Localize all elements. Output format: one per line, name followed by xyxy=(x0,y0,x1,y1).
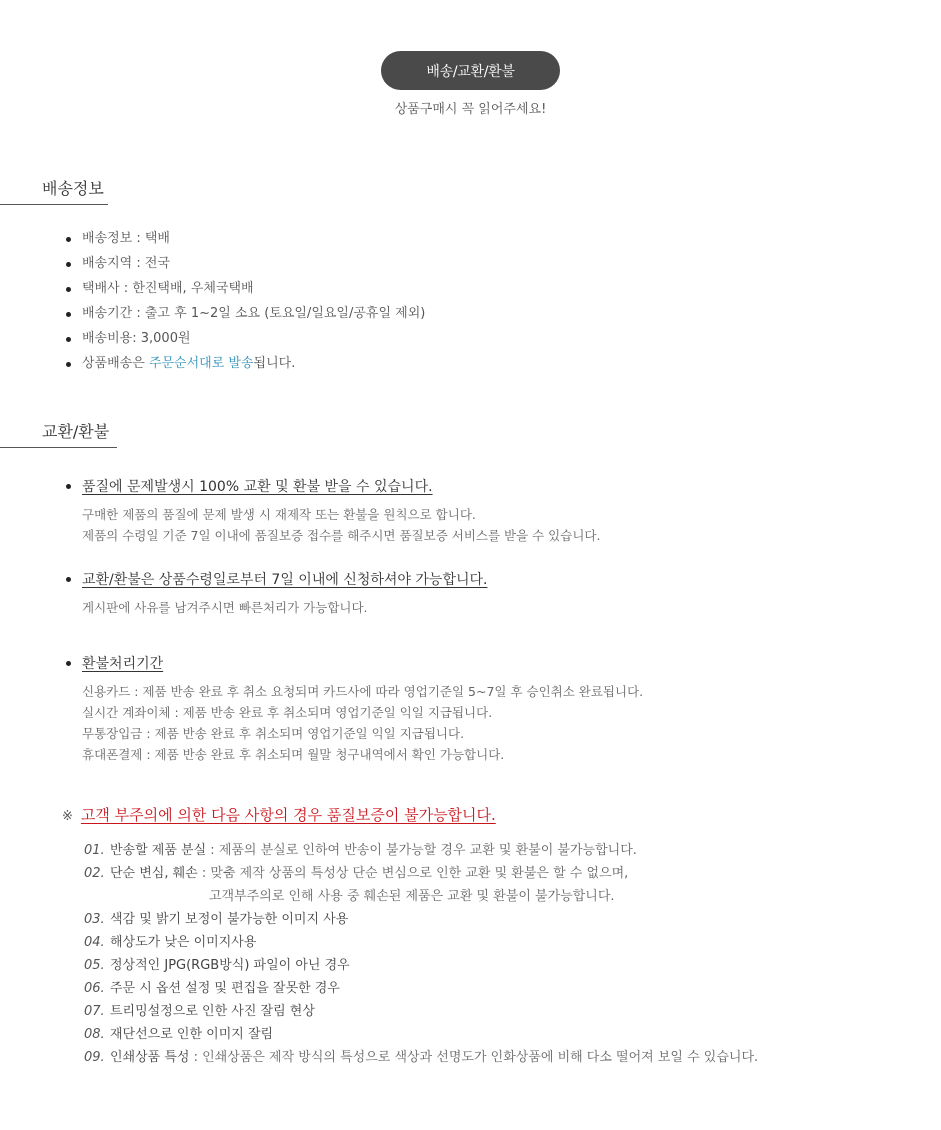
exchange-block-quality xyxy=(62,476,922,546)
list-item xyxy=(84,908,758,931)
section-title: 배송정보 xyxy=(42,179,104,198)
item-number: 04. xyxy=(84,935,105,950)
body-line: 휴대폰결제 : 제품 반송 완료 후 취소되며 월말 청구내역에서 확인 가능합니다. xyxy=(82,747,505,762)
list-item-prefix: 상품배송은 xyxy=(82,356,149,371)
block-title xyxy=(62,569,922,589)
item-label: 색감 및 밝기 보정이 불가능한 이미지 사용 xyxy=(110,912,349,927)
item-number: 09. xyxy=(84,1050,105,1065)
section-divider xyxy=(0,447,117,448)
item-number: 03. xyxy=(84,912,105,927)
item-label: 재단선으로 인한 이미지 잘림 xyxy=(110,1027,274,1042)
highlight-text: 주문순서대로 발송 xyxy=(148,356,254,371)
list-item-suffix: 됩니다. xyxy=(253,356,296,371)
list-item xyxy=(84,839,758,862)
list-item: 배송지역 : 전국 xyxy=(62,251,425,276)
item-label: 반송할 제품 분실 xyxy=(110,843,207,858)
list-item xyxy=(84,1000,758,1023)
block-title xyxy=(62,653,922,673)
page-badge: 배송/교환/환불 xyxy=(381,51,560,90)
block-title-text: 교환/환불은 상품수령일로부터 7일 이내에 신청하셔야 가능합니다. xyxy=(82,572,488,588)
item-number: 07. xyxy=(84,1004,105,1019)
item-desc: : 맞춤 제작 상품의 특성상 단순 변심으로 인한 교환 및 환불은 할 수 없으며, xyxy=(197,866,629,881)
item-label: 주문 시 옵션 설정 및 편집을 잘못한 경우 xyxy=(110,981,340,996)
body-line: 구매한 제품의 품질에 문제 발생 시 재제작 또는 환불을 원칙으로 합니다. xyxy=(82,507,476,522)
item-number: 02. xyxy=(84,866,105,881)
list-item xyxy=(84,1046,758,1069)
page-subtitle: 상품구매시 꼭 읽어주세요! xyxy=(394,102,547,117)
item-desc: : 인쇄상품은 제작 방식의 특성으로 색상과 선명도가 인화상품에 비해 다소 떨어져 보일 수 있습니다. xyxy=(189,1050,759,1065)
list-item xyxy=(84,1023,758,1046)
shipping-list xyxy=(62,226,425,376)
block-body xyxy=(62,504,922,546)
section-title: 교환/환불 xyxy=(42,422,110,441)
block-body xyxy=(62,597,922,618)
warning-title: 고객 부주의에 의한 다음 사항의 경우 품질보증이 불가능합니다. xyxy=(80,806,496,824)
item-number: 08. xyxy=(84,1027,105,1042)
item-number: 05. xyxy=(84,958,105,973)
list-item: 택배사 : 한진택배, 우체국택배 xyxy=(62,276,425,301)
section-heading-exchange xyxy=(0,419,109,448)
item-label: 해상도가 낮은 이미지사용 xyxy=(110,935,257,950)
block-title-text: 환불처리기간 xyxy=(82,656,164,672)
item-label: 정상적인 JPG(RGB방식) 파일이 아닌 경우 xyxy=(110,958,350,973)
list-item: 배송비용: 3,000원 xyxy=(62,326,425,351)
block-title-text: 품질에 문제발생시 100% 교환 및 환불 받을 수 있습니다. xyxy=(82,479,433,495)
body-line: 게시판에 사유를 남겨주시면 빠른처리가 가능합니다. xyxy=(82,600,368,615)
list-item xyxy=(84,977,758,1000)
item-number: 06. xyxy=(84,981,105,996)
body-line: 무통장입금 : 제품 반송 완료 후 취소되며 영업기준일 익일 지급됩니다. xyxy=(82,726,465,741)
warning-heading xyxy=(62,804,496,825)
list-item xyxy=(84,954,758,977)
reference-mark: ※ xyxy=(62,809,73,824)
item-desc: : 제품의 분실로 인하여 반송이 불가능할 경우 교환 및 환불이 불가능합니다. xyxy=(206,843,637,858)
body-line: 실시간 계좌이체 : 제품 반송 완료 후 취소되며 영업기준일 익일 지급됩니다. xyxy=(82,705,493,720)
list-item xyxy=(84,862,758,885)
exchange-block-period xyxy=(62,569,922,618)
block-title xyxy=(62,476,922,496)
block-body xyxy=(62,681,922,765)
body-line: 신용카드 : 제품 반송 완료 후 취소 요청되며 카드사에 따라 영업기준일 5~7일 후 승인취소 완료됩니다. xyxy=(82,684,644,699)
item-label: 트리밍설정으로 인한 사진 잘림 현상 xyxy=(110,1004,315,1019)
warning-list xyxy=(84,839,758,1069)
exchange-block-refund xyxy=(62,653,922,765)
section-divider xyxy=(0,204,108,205)
list-item xyxy=(84,931,758,954)
item-label: 단순 변심, 훼손 xyxy=(110,866,198,881)
list-item-continuation: 고객부주의로 인해 사용 중 훼손된 제품은 교환 및 환불이 불가능합니다. xyxy=(209,889,615,904)
section-heading-shipping xyxy=(0,176,104,205)
body-line: 제품의 수령일 기준 7일 이내에 품질보증 접수를 해주시면 품질보증 서비스를 받을 수 있습니다. xyxy=(82,528,601,543)
item-label: 인쇄상품 특성 xyxy=(110,1050,190,1065)
item-number: 01. xyxy=(84,843,105,858)
list-item: 배송정보 : 택배 xyxy=(62,226,425,251)
list-item xyxy=(62,351,425,376)
list-item: 배송기간 : 출고 후 1~2일 소요 (토요일/일요일/공휴일 제외) xyxy=(62,301,425,326)
